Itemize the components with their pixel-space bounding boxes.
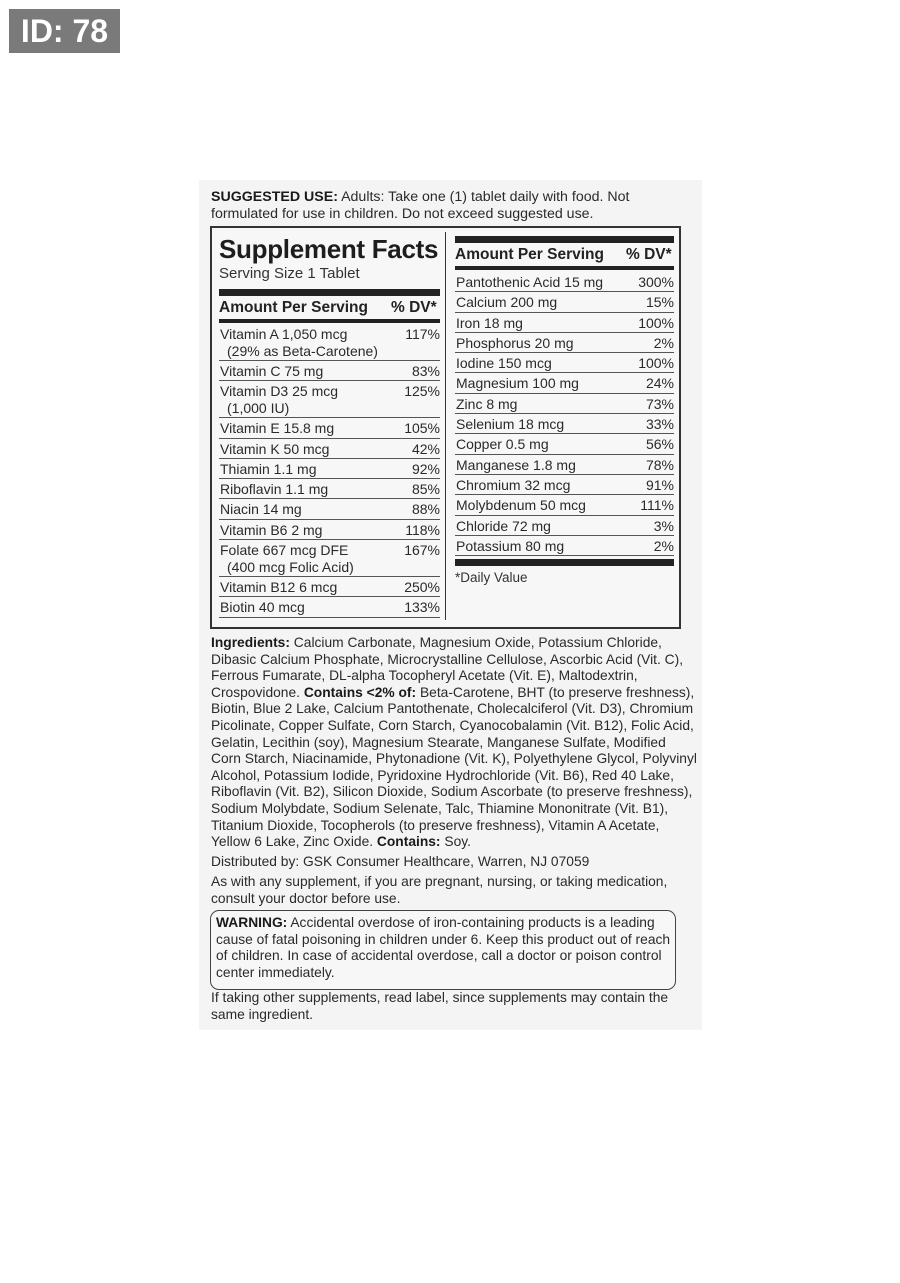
nutrient-name: Vitamin A 1,050 mcg bbox=[220, 326, 348, 342]
suggested-use bbox=[211, 189, 691, 223]
id-badge: ID: 78 bbox=[9, 9, 120, 53]
suggested-use-text: Adults: Take one (1) tablet daily with food. Not formulated for use in children. Do not exceed suggested use. bbox=[211, 189, 630, 222]
nutrient-row bbox=[455, 394, 674, 414]
serving-size: Serving Size 1 Tablet bbox=[219, 265, 360, 282]
nutrient-row bbox=[219, 381, 440, 418]
nutrient-percent: 125% bbox=[404, 383, 440, 400]
left-nutrient-list bbox=[219, 324, 440, 618]
consult-doctor-note: As with any supplement, if you are pregnant, nursing, or taking medication, consult your doctor before use. bbox=[211, 874, 668, 906]
minor-ingredients: Beta-Carotene, BHT (to preserve freshness), Biotin, Blue 2 Lake, Calcium Pantothenate, Cholecalciferol (Vit. D3), Chromium Picolinate, Copper Sulfate, Corn Starch, Cyanocobalamin (Vit. B12), Folic Acid, Gelatin, Lecithin (soy), Magnesium Stearate, Manganese Sulfate, Modified Corn Starch, Niacinamide, Phytonadione (Vit. K), Polyethylene Glycol, Polyvinyl Alcohol, Potassium Iodide, Pyridoxine Hydrochloride (Vit. B6), Red 40 Lake, Riboflavin (Vit. B2), Silicon Dioxide, Sodium Ascorbate (to preserve freshness), Sodium Molybdate, Sodium Selenate, Talc, Thiamine Mononitrate (Vit. B1), Titanium Dioxide, Tocopherols (to preserve freshness), Vitamin A Acetate, Yellow 6 Lake, Zinc Oxide. bbox=[211, 684, 697, 850]
nutrient-row bbox=[219, 499, 440, 519]
supplement-facts-panel bbox=[210, 226, 681, 629]
nutrient-subtext: (400 mcg Folic Acid) bbox=[227, 559, 354, 576]
nutrient-percent: 78% bbox=[645, 456, 674, 473]
nutrient-row bbox=[455, 475, 674, 495]
nutrient-percent: 2% bbox=[653, 537, 674, 554]
nutrient-percent: 15% bbox=[645, 294, 674, 311]
nutrient-row bbox=[219, 479, 440, 499]
daily-value-note: *Daily Value bbox=[455, 570, 528, 585]
minor-ingredients-label: Contains <2% of: bbox=[303, 684, 417, 700]
right-amount-header: Amount Per Serving bbox=[455, 246, 604, 263]
nutrient-percent: 250% bbox=[404, 579, 440, 596]
nutrient-percent: 167% bbox=[404, 542, 440, 559]
nutrient-name: Copper 0.5 mg bbox=[456, 436, 549, 453]
column-divider bbox=[445, 232, 446, 620]
nutrient-row bbox=[455, 434, 674, 454]
nutrient-percent: 300% bbox=[638, 274, 674, 290]
nutrient-percent: 73% bbox=[645, 395, 674, 412]
nutrient-percent: 105% bbox=[404, 420, 440, 437]
nutrient-name: Vitamin E 15.8 mg bbox=[220, 420, 335, 437]
nutrient-name: Pantothenic Acid 15 mg bbox=[456, 274, 604, 290]
nutrient-percent: 42% bbox=[411, 440, 440, 457]
nutrient-name: Vitamin D3 25 mcg bbox=[220, 383, 339, 400]
nutrient-name: Molybdenum 50 mcg bbox=[456, 497, 586, 514]
nutrient-row bbox=[219, 418, 440, 438]
ingredients-label: Ingredients: bbox=[211, 635, 290, 650]
nutrient-name: Riboflavin 1.1 mg bbox=[220, 481, 329, 498]
nutrient-row bbox=[455, 536, 674, 556]
ingredients-main: Calcium Carbonate, Magnesium Oxide, Potassium Chloride, Dibasic Calcium Phosphate, Microcrystalline Cellulose, Ascorbic Acid (Vit. C), Ferrous Fumarate, DL-alpha Tocopheryl Acetate (Vit. E), Maltodextrin, Crospovidone. bbox=[211, 635, 684, 700]
left-dv-header: % DV* bbox=[391, 299, 437, 316]
nutrient-name: Magnesium 100 mg bbox=[456, 375, 579, 392]
nutrient-percent: 85% bbox=[411, 481, 440, 498]
nutrient-row bbox=[219, 361, 440, 381]
suggested-use-label: SUGGESTED USE: bbox=[211, 189, 338, 205]
right-bottom-rule bbox=[455, 559, 674, 566]
nutrient-name: Zinc 8 mg bbox=[456, 395, 518, 412]
facts-title: Supplement Facts bbox=[219, 234, 439, 264]
nutrient-percent: 24% bbox=[645, 375, 674, 392]
nutrient-name: Niacin 14 mg bbox=[220, 501, 302, 518]
nutrient-row bbox=[455, 333, 674, 353]
nutrient-row bbox=[455, 373, 674, 393]
ingredients-block bbox=[211, 635, 697, 851]
nutrient-row bbox=[219, 324, 440, 361]
nutrient-name: Calcium 200 mg bbox=[456, 294, 558, 311]
nutrient-row bbox=[455, 292, 674, 312]
nutrient-name: Vitamin K 50 mcg bbox=[220, 440, 330, 457]
nutrient-row bbox=[455, 353, 674, 373]
nutrient-percent: 117% bbox=[405, 326, 440, 342]
nutrient-name: Potassium 80 mg bbox=[456, 537, 565, 554]
left-amount-header: Amount Per Serving bbox=[219, 299, 368, 316]
nutrient-name: Iron 18 mg bbox=[456, 314, 523, 331]
other-supplements-note: If taking other supplements, read label, since supplements may contain the same ingredient. bbox=[211, 990, 669, 1022]
nutrient-name: Iodine 150 mcg bbox=[456, 355, 552, 372]
nutrient-percent: 118% bbox=[405, 521, 440, 538]
warning-label: WARNING: bbox=[216, 915, 288, 930]
right-header-rule bbox=[455, 266, 674, 270]
nutrient-percent: 91% bbox=[645, 476, 674, 493]
distributor-line: Distributed by: GSK Consumer Healthcare, Warren, NJ 07059 bbox=[211, 854, 590, 869]
nutrient-row bbox=[455, 313, 674, 333]
nutrient-name: Thiamin 1.1 mg bbox=[220, 460, 317, 477]
right-nutrient-list bbox=[455, 272, 674, 556]
nutrient-percent: 88% bbox=[411, 501, 440, 518]
iron-warning-box bbox=[210, 910, 676, 990]
nutrient-percent: 2% bbox=[653, 334, 674, 351]
nutrient-name: Chromium 32 mcg bbox=[456, 476, 571, 493]
allergen-text: Soy. bbox=[440, 834, 471, 850]
nutrient-name: Chloride 72 mg bbox=[456, 517, 551, 534]
nutrient-name: Phosphorus 20 mg bbox=[456, 334, 574, 351]
left-thick-rule bbox=[219, 289, 440, 296]
nutrient-percent: 83% bbox=[411, 363, 440, 379]
nutrient-percent: 33% bbox=[645, 416, 674, 433]
nutrient-row bbox=[219, 597, 440, 617]
allergen-label: Contains: bbox=[376, 834, 441, 850]
nutrient-percent: 92% bbox=[411, 460, 440, 477]
nutrient-name: Manganese 1.8 mg bbox=[456, 456, 576, 473]
nutrient-name: Folate 667 mcg DFE bbox=[220, 542, 349, 559]
nutrient-name: Biotin 40 mcg bbox=[220, 599, 305, 616]
nutrient-percent: 100% bbox=[638, 314, 674, 331]
nutrient-row bbox=[219, 439, 440, 459]
nutrient-row bbox=[455, 495, 674, 515]
right-dv-header: % DV* bbox=[626, 246, 672, 263]
nutrient-name: Selenium 18 mcg bbox=[456, 416, 565, 433]
right-thick-rule bbox=[455, 236, 674, 243]
nutrient-row bbox=[219, 540, 440, 577]
product-label-panel bbox=[199, 180, 702, 1030]
nutrient-name: Vitamin C 75 mg bbox=[220, 363, 324, 379]
nutrient-percent: 56% bbox=[645, 436, 674, 453]
nutrient-subtext: (29% as Beta-Carotene) bbox=[227, 343, 378, 359]
nutrient-row bbox=[219, 520, 440, 540]
nutrient-row bbox=[219, 577, 440, 597]
left-header-rule bbox=[219, 319, 440, 323]
nutrient-percent: 111% bbox=[640, 497, 674, 514]
nutrient-name: Vitamin B6 2 mg bbox=[220, 521, 323, 538]
nutrient-percent: 3% bbox=[653, 517, 674, 534]
nutrient-percent: 133% bbox=[404, 599, 440, 616]
warning-text: Accidental overdose of iron-containing products is a leading cause of fatal poisoning in children under 6. Keep this product out of reach of children. In case of accidental overdose, call a doctor or poison control center immediately. bbox=[216, 915, 671, 980]
nutrient-row bbox=[219, 459, 440, 479]
nutrient-subtext: (1,000 IU) bbox=[227, 400, 290, 417]
nutrient-row bbox=[455, 272, 674, 292]
nutrient-row bbox=[455, 516, 674, 536]
nutrient-row bbox=[455, 414, 674, 434]
nutrient-percent: 100% bbox=[638, 355, 674, 372]
nutrient-name: Vitamin B12 6 mcg bbox=[220, 579, 338, 596]
nutrient-row bbox=[455, 455, 674, 475]
